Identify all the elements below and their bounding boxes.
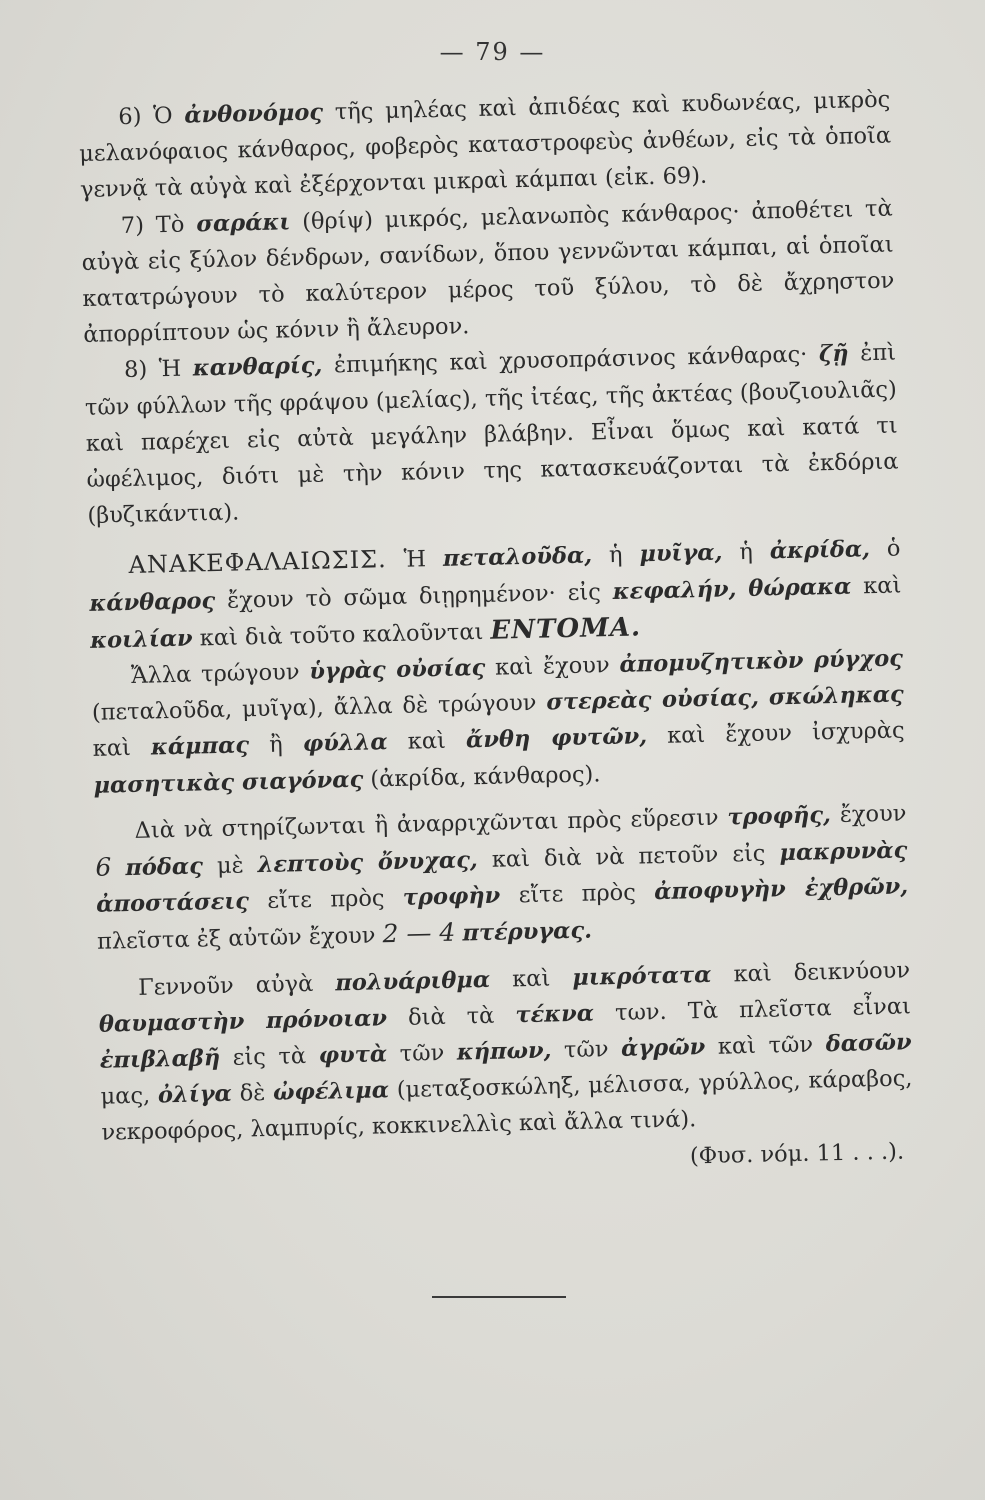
key-term: ἄνθη φυτῶν, xyxy=(465,723,648,754)
text: καὶ xyxy=(511,965,551,993)
text: ἡ xyxy=(608,542,623,569)
item-number: 8) Ἡ xyxy=(123,356,182,384)
key-term: πτέρυγας. xyxy=(462,918,593,947)
paragraph-7 xyxy=(80,190,895,353)
number: 6 xyxy=(95,852,112,882)
text: Γεννοῦν αὐγὰ xyxy=(137,970,314,1001)
text: καὶ xyxy=(92,735,132,763)
text: καὶ ἔχουν xyxy=(494,652,610,681)
text: (ἀκρίδα, κάνθαρος). xyxy=(370,760,601,793)
item-number: 6) Ὁ xyxy=(118,102,173,131)
end-rule xyxy=(432,1296,566,1298)
key-term: τροφὴν xyxy=(402,882,501,912)
text: Διὰ νὰ στηρίζωνται ἢ ἀναρριχῶνται πρὸς εὕρεσιν xyxy=(134,804,719,844)
text: εἴτε πρὸς xyxy=(267,885,385,915)
page-number: — 79 — xyxy=(439,38,546,66)
mouth-paragraph xyxy=(91,640,906,803)
key-term: σκώληκας xyxy=(768,681,905,711)
key-term: ὠφέλιμα xyxy=(272,1077,390,1107)
text: μὲ xyxy=(216,852,244,880)
item-number: 7) Τὸ xyxy=(120,211,185,239)
key-term: ἀγρῶν xyxy=(620,1034,706,1062)
key-term: τέκνα xyxy=(515,1000,595,1029)
summary-heading: ΑΝΑΚΕΦΑΛΑΙΩΣΙΣ. xyxy=(128,545,388,580)
key-term: δασῶν xyxy=(825,1029,912,1058)
key-term: στερεὰς οὐσίας, xyxy=(546,684,760,716)
text: καὶ xyxy=(407,728,447,756)
key-term: κάνθαρος xyxy=(89,587,216,617)
paragraph-text: ἐπιμήκης καὶ χρυσοπράσινος κάνθαρας· xyxy=(333,341,808,379)
text: εἴτε πρὸς xyxy=(518,879,637,909)
eggs-paragraph xyxy=(98,952,914,1151)
key-term: μασητικὰς σιαγόνας xyxy=(93,766,364,799)
key-term: ζῇ xyxy=(818,341,849,368)
text: διὰ τὰ xyxy=(407,1002,495,1031)
key-term: θαυμαστὴν πρόνοιαν xyxy=(98,1005,388,1038)
key-term: θώρακα xyxy=(748,573,852,602)
text: δὲ xyxy=(239,1080,266,1107)
text: μας, xyxy=(100,1082,151,1111)
text: ἢ xyxy=(268,731,283,759)
key-term: σαράκι xyxy=(196,208,291,237)
text: Ἄλλα τρώγουν xyxy=(130,659,300,689)
key-term: ἐπιβλαβῆ xyxy=(99,1045,221,1074)
key-term: κάμπας xyxy=(150,732,250,761)
key-term: ὑγρὰς οὐσίας xyxy=(308,654,486,685)
reference: (Φυσ. νόμ. 11 . . .). xyxy=(689,1138,905,1170)
key-term: ἀνθονόμος xyxy=(184,99,324,129)
key-term: ὀλίγα xyxy=(157,1081,233,1109)
text: πλεῖστα ἐξ αὐτῶν ἔχουν xyxy=(96,922,376,956)
entoma-term: ΕΝΤΟΜΑ. xyxy=(490,612,642,646)
text: καὶ διὰ νὰ πετοῦν εἰς xyxy=(491,840,766,873)
key-term: ἀποφυγὴν ἐχθρῶν, xyxy=(653,873,909,906)
paragraph-6 xyxy=(78,82,892,209)
text: καὶ xyxy=(862,572,902,599)
text: ἡ xyxy=(739,539,754,566)
paragraph-8 xyxy=(84,335,900,534)
text: (μεταξοσκώληξ, μέλισσα, γρύλλος, κάραβος, νεκροφόρος, λαμπυρίς, κοκκινελλὶς καὶ ἄλλα τινά). xyxy=(101,1065,913,1147)
key-term: ἀκρίδα, xyxy=(769,536,871,565)
key-term: μυῖγα, xyxy=(639,539,723,568)
summary-paragraph xyxy=(88,530,902,659)
key-term: κοιλίαν xyxy=(89,625,193,654)
paragraph-text: (θρίψ) μικρός, μελανωπὸς κάνθαρος· ἀποθέτει τὰ αὐγὰ εἰς ξύλον δένδρων, σανίδων, ὅπου γεννῶνται κάμπαι, αἱ ὁποῖαι κατατρώγουν τὸ καλύτερον μέρος τοῦ ξύλου, τὸ δὲ ἄχρηστον ἀπορρίπτουν ὡς κόνιν ἢ ἄλευρον. xyxy=(81,195,895,349)
key-term: φυτὰ xyxy=(318,1041,388,1069)
key-term: λεπτοὺς ὄνυχας, xyxy=(257,847,479,879)
body-text xyxy=(78,82,914,1188)
text: τῶν xyxy=(399,1040,445,1068)
text: τῶν xyxy=(563,1036,609,1064)
text: καὶ τῶν xyxy=(717,1031,814,1060)
text: των. Τὰ πλεῖστα εἶναι xyxy=(614,993,912,1026)
number: 2 — 4 xyxy=(382,918,456,949)
key-term: μακρυνὰς ἀποστάσεις xyxy=(95,837,908,919)
key-term: πεταλοῦδα, xyxy=(442,542,593,573)
key-term: κανθαρίς, xyxy=(192,352,323,382)
key-term: τροφῆς, xyxy=(727,801,832,831)
text: ἔχουν τὸ σῶμα διῃρημένον· εἰς xyxy=(226,578,602,614)
key-term: μικρότατα xyxy=(572,961,712,991)
key-term: πόδας xyxy=(125,853,204,882)
text: εἰς τὰ xyxy=(232,1043,307,1071)
paragraph-text: ἐπὶ τῶν φύλλων τῆς φράψου (μελίας), τῆς ἰτέας, τῆς ἀκτέας (βουζιουλιᾶς) καὶ παρέχει εἰς αὐτὰ μεγάλην βλάβην. Εἶναι ὅμως καὶ κατά τι ὠφέλιμος, διότι μὲ τὴν κόνιν της κατασκευάζονται τὰ ἐκδόρια (βυζικάντια). xyxy=(84,339,899,530)
text: (πεταλοῦδα, μυῖγα), ἄλλα δὲ τρώγουν xyxy=(91,690,537,727)
text: καὶ ἔχουν ἰσχυρὰς xyxy=(666,717,905,750)
key-term: ἀπομυζητικὸν ρύγχος xyxy=(619,645,904,678)
text: ὁ xyxy=(886,535,901,563)
text: Ἡ xyxy=(403,546,427,574)
key-term: φύλλα xyxy=(302,729,388,758)
text: ἔχουν xyxy=(839,800,907,828)
text: καὶ διὰ τοῦτο καλοῦνται xyxy=(199,618,484,652)
key-term: κεφαλήν, xyxy=(612,575,737,605)
text: καὶ δεικνύουν xyxy=(733,957,911,988)
paragraph-text: τῆς μηλέας καὶ ἀπιδέας καὶ κυδωνέας, μικρὸς μελανόφαιος κάνθαρος, φοβερὸς καταστροφεὺς ἀνθέων, εἰς τὰ ὁποῖα γεννᾷ τὰ αὐγὰ καὶ ἐξέρχονται μικραὶ κάμπαι (εἰκ. 69). xyxy=(78,86,892,204)
key-term: κήπων, xyxy=(456,1037,552,1066)
key-term: πολυάριθμα xyxy=(335,966,491,997)
legs-paragraph xyxy=(94,795,909,960)
